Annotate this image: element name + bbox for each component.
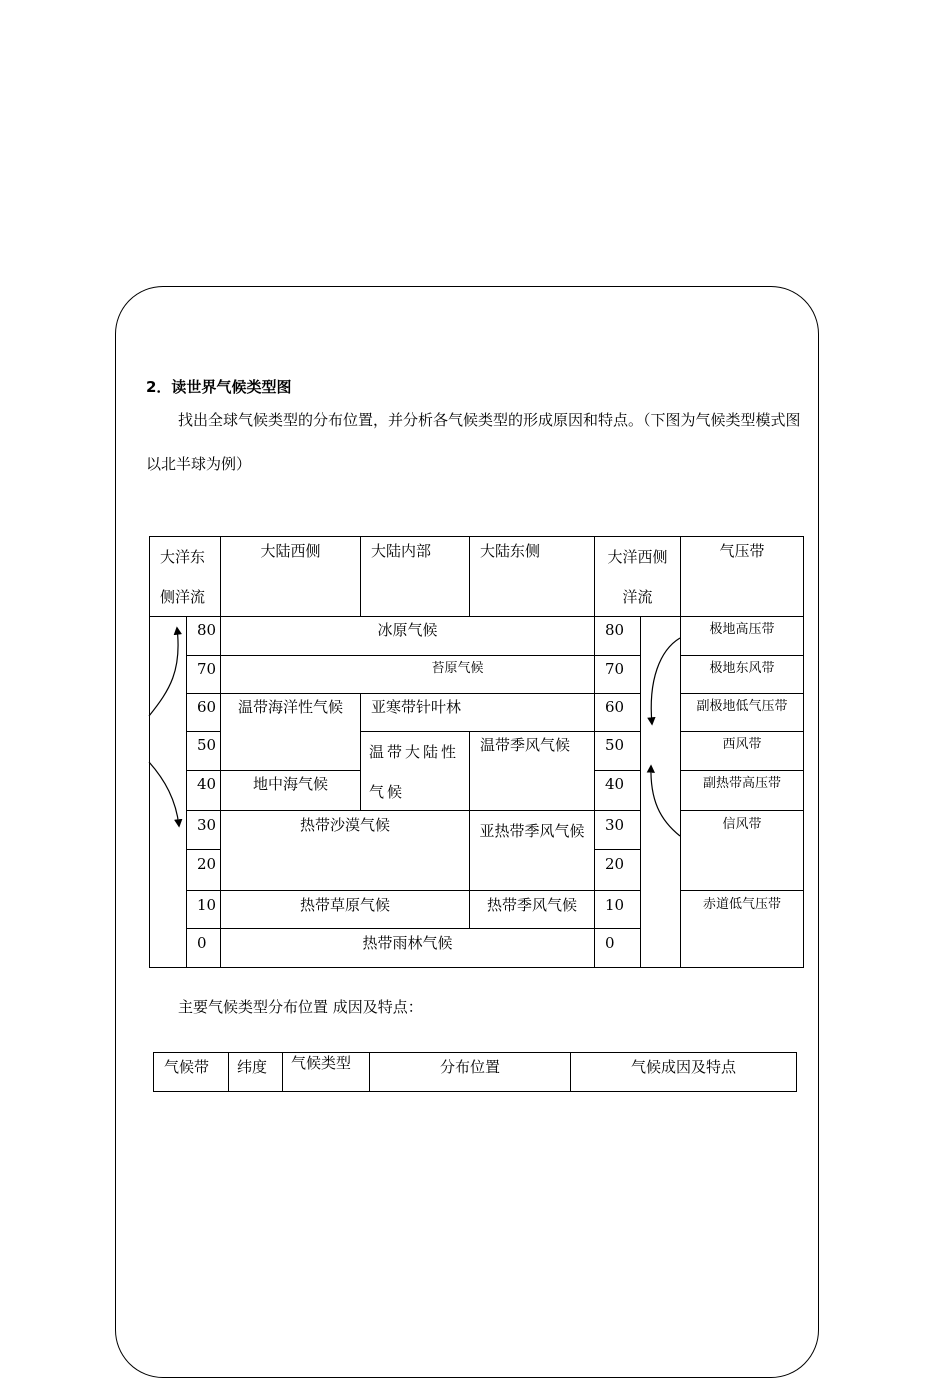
pressure-equatorial-low: 赤道低气压带 bbox=[680, 890, 804, 968]
lat-left-0: 0 bbox=[186, 928, 220, 968]
lat-left-60: 60 bbox=[186, 693, 220, 731]
header-east-continent: 大陆东侧 bbox=[469, 536, 594, 616]
climate-temperate-maritime: 温带海洋性气候 bbox=[220, 693, 360, 770]
header-east-current: 大洋东侧洋流 bbox=[149, 536, 220, 616]
climate-mediterranean: 地中海气候 bbox=[220, 770, 360, 810]
arrow-east-north bbox=[149, 628, 178, 716]
header-interior: 大陆内部 bbox=[360, 536, 469, 616]
climate-rainforest: 热带雨林气候 bbox=[220, 928, 594, 968]
lat-left-50: 50 bbox=[186, 731, 220, 770]
lat-left-10: 10 bbox=[186, 890, 220, 928]
pressure-polar-high: 极地高压带 bbox=[680, 616, 804, 655]
lat-right-80: 80 bbox=[594, 616, 640, 655]
lat-right-70: 70 bbox=[594, 655, 640, 693]
col-distribution: 分布位置 bbox=[369, 1052, 570, 1092]
climate-savanna: 热带草原气候 bbox=[220, 890, 469, 928]
col-latitude: 纬度 bbox=[228, 1052, 282, 1092]
col-climate-zone: 气候带 bbox=[153, 1052, 228, 1092]
lat-right-10: 10 bbox=[594, 890, 640, 928]
climate-tropical-monsoon: 热带季风气候 bbox=[469, 890, 594, 928]
climate-subtropical-monsoon: 亚热带季风气候 bbox=[469, 810, 594, 890]
intro-paragraph: 找出全球气候类型的分布位置，并分析各气候类型的形成原因和特点。（下图为气候类型模式图以北半球为例） bbox=[146, 411, 801, 473]
header-west-continent: 大陆西侧 bbox=[220, 536, 360, 616]
col-climate-type: 气候类型 bbox=[282, 1052, 369, 1092]
lat-right-20: 20 bbox=[594, 849, 640, 890]
climate-tundra: 苔原气候 bbox=[220, 655, 594, 693]
section-heading: 2．读世界气候类型图 bbox=[146, 378, 292, 396]
lat-left-80: 80 bbox=[186, 616, 220, 655]
col-causes: 气候成因及特点 bbox=[570, 1052, 797, 1092]
subheading: 主要气候类型分布位置 成因及特点： bbox=[178, 998, 423, 1016]
climate-temperate-continental: 温带大陆性气候 bbox=[360, 731, 469, 810]
lat-right-50: 50 bbox=[594, 731, 640, 770]
header-pressure: 气压带 bbox=[680, 536, 804, 616]
lat-left-40: 40 bbox=[186, 770, 220, 810]
lat-right-60: 60 bbox=[594, 693, 640, 731]
lat-right-40: 40 bbox=[594, 770, 640, 810]
lat-right-0: 0 bbox=[594, 928, 640, 968]
header-west-current: 大洋西侧洋流 bbox=[594, 536, 680, 616]
pressure-subpolar-low: 副极地低气压带 bbox=[680, 693, 804, 731]
pressure-polar-easterlies: 极地东风带 bbox=[680, 655, 804, 693]
lat-right-30: 30 bbox=[594, 810, 640, 849]
pressure-westerlies: 西风带 bbox=[680, 731, 804, 770]
lat-left-70: 70 bbox=[186, 655, 220, 693]
arrow-west-north bbox=[651, 766, 680, 836]
arrow-east-south bbox=[149, 762, 179, 826]
arrow-west-south bbox=[651, 638, 680, 724]
climate-subarctic-forest: 亚寒带针叶林 bbox=[360, 693, 594, 731]
climate-ice-cap: 冰原气候 bbox=[220, 616, 594, 655]
pressure-subtropical-high: 副热带高压带 bbox=[680, 770, 804, 810]
lat-left-30: 30 bbox=[186, 810, 220, 849]
lat-left-20: 20 bbox=[186, 849, 220, 890]
climate-tropical-desert: 热带沙漠气候 bbox=[220, 810, 469, 890]
climate-temperate-monsoon: 温带季风气候 bbox=[469, 731, 594, 810]
pressure-trade-winds: 信风带 bbox=[680, 810, 804, 890]
